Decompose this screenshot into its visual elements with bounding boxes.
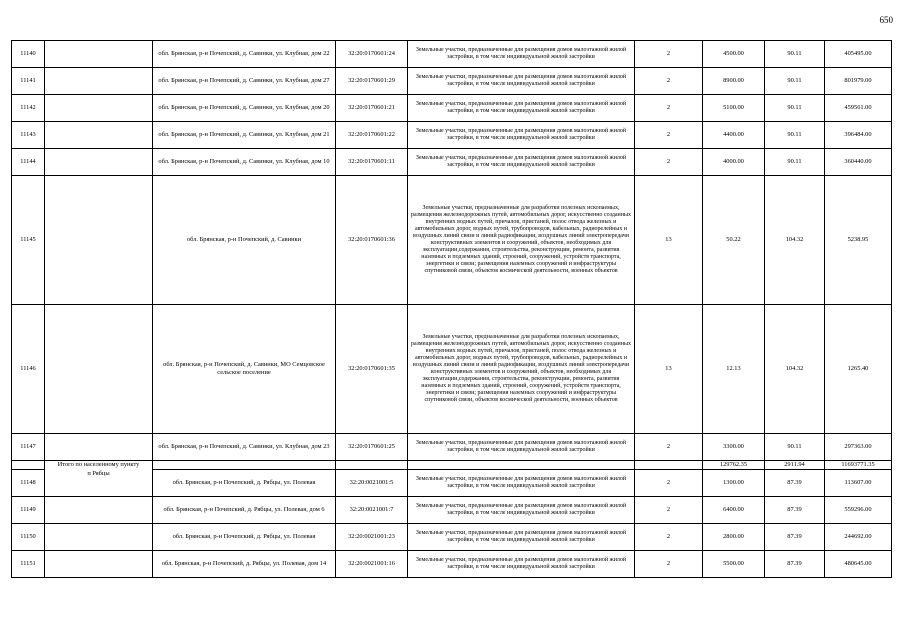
usage-group-cell: 2 bbox=[635, 95, 703, 122]
usage-group-cell: 2 bbox=[635, 122, 703, 149]
cadastral-value-table bbox=[11, 40, 892, 578]
land-usage-cell: Земельные участки, предназначенные для разработки полезных ископаемых, размещения железнодорожных путей, автомобильных дорог, искусственно созданных внутренних водных путей, причалов, пристаней, полос отвода железных и автомобильных дорог, водных путей, трубопроводов, кабельных, радиорелейных и воздушных линий связи и линий радиофикации, воздушных линий электропередачи конструктивных элементов и сооружений, объектов, необходимых для эксплуатации,содержания, строительства, реконструкции, ремонта, развития наземных и подземных зданий, строений, сооружений, устройств транспорта, энергетики и связи; размещения наземных сооружений и инфраструктуры спутниковой связи, объектов космической деятельности, военных объектов bbox=[408, 176, 635, 305]
specific-value-cell: 90.11 bbox=[765, 41, 825, 68]
cadastral-number-cell: 32:20:0170601:35 bbox=[336, 305, 408, 434]
settlement-cell bbox=[45, 149, 153, 176]
cadastral-number-cell: 32:20:0170601:11 bbox=[336, 149, 408, 176]
row-number-cell: 11151 bbox=[12, 550, 45, 577]
area-cell: 8900.00 bbox=[703, 68, 765, 95]
land-usage-cell: Земельные участки, предназначенные для размещения домов малоэтажной жилой застройки, в том числе индивидуальной жилой застройки bbox=[408, 122, 635, 149]
table-row bbox=[12, 523, 892, 550]
row-number-cell: 11141 bbox=[12, 68, 45, 95]
specific-value-cell: 90.11 bbox=[765, 68, 825, 95]
table-row bbox=[12, 305, 892, 434]
row-number-cell: 11144 bbox=[12, 149, 45, 176]
area-cell: 6400.00 bbox=[703, 496, 765, 523]
cadastral-number-cell: 32:20:0170601:25 bbox=[336, 434, 408, 461]
area-cell: 4000.00 bbox=[703, 149, 765, 176]
specific-value-cell: 87.39 bbox=[765, 496, 825, 523]
specific-value-cell: 104.32 bbox=[765, 176, 825, 305]
land-usage-cell: Земельные участки, предназначенные для размещения домов малоэтажной жилой застройки, в том числе индивидуальной жилой застройки bbox=[408, 523, 635, 550]
cadastral-value-cell: 396484.00 bbox=[825, 122, 892, 149]
total-row bbox=[12, 461, 892, 470]
table-body bbox=[12, 41, 892, 578]
address-cell: обл. Брянская, р-н Почепский, д. Савинки, ул. Клубная, дом 21 bbox=[153, 122, 336, 149]
cadastral-value-cell: 113607.00 bbox=[825, 469, 892, 496]
cadastral-value-cell: 801979.00 bbox=[825, 68, 892, 95]
address-cell: обл. Брянская, р-н Почепский, д. Савинки, ул. Клубная, дом 10 bbox=[153, 149, 336, 176]
land-usage-cell: Земельные участки, предназначенные для размещения домов малоэтажной жилой застройки, в том числе индивидуальной жилой застройки bbox=[408, 95, 635, 122]
land-usage-cell: Земельные участки, предназначенные для размещения домов малоэтажной жилой застройки, в том числе индивидуальной жилой застройки bbox=[408, 469, 635, 496]
total-address-cell bbox=[153, 461, 336, 470]
table-row bbox=[12, 176, 892, 305]
cadastral-value-cell: 1265.40 bbox=[825, 305, 892, 434]
settlement-cell: п Рябцы bbox=[45, 469, 153, 496]
row-number-cell: 11142 bbox=[12, 95, 45, 122]
land-usage-cell: Земельные участки, предназначенные для размещения домов малоэтажной жилой застройки, в том числе индивидуальной жилой застройки bbox=[408, 68, 635, 95]
area-cell: 4500.00 bbox=[703, 41, 765, 68]
cadastral-value-cell: 5238.95 bbox=[825, 176, 892, 305]
total-rate-cell: 2911.94 bbox=[765, 461, 825, 470]
table-row bbox=[12, 68, 892, 95]
area-cell: 12.13 bbox=[703, 305, 765, 434]
cadastral-number-cell: 32:20:0170601:36 bbox=[336, 176, 408, 305]
cadastral-number-cell: 32:20:0170601:24 bbox=[336, 41, 408, 68]
table-row bbox=[12, 122, 892, 149]
address-cell: обл. Брянская, р-н Почепский, д. Рябцы, ул. Полевая, дом 6 bbox=[153, 496, 336, 523]
cadastral-value-cell: 297363.00 bbox=[825, 434, 892, 461]
specific-value-cell: 104.32 bbox=[765, 305, 825, 434]
total-number-cell bbox=[12, 461, 45, 470]
row-number-cell: 11150 bbox=[12, 523, 45, 550]
cadastral-value-cell: 459561.00 bbox=[825, 95, 892, 122]
cadastral-value-cell: 360440.00 bbox=[825, 149, 892, 176]
address-cell: обл. Брянская, р-н Почепский, д. Савинки, ул. Клубная, дом 27 bbox=[153, 68, 336, 95]
address-cell: обл. Брянская, р-н Почепский, д. Рябцы, ул. Полевая, дом 14 bbox=[153, 550, 336, 577]
specific-value-cell: 87.39 bbox=[765, 550, 825, 577]
cadastral-value-cell: 480645.00 bbox=[825, 550, 892, 577]
usage-group-cell: 2 bbox=[635, 523, 703, 550]
table-row bbox=[12, 469, 892, 496]
address-cell: обл. Брянская, р-н Почепский, д. Савинки bbox=[153, 176, 336, 305]
cadastral-value-cell: 244692.00 bbox=[825, 523, 892, 550]
land-usage-cell: Земельные участки, предназначенные для размещения домов малоэтажной жилой застройки, в том числе индивидуальной жилой застройки bbox=[408, 550, 635, 577]
area-cell: 5500.00 bbox=[703, 550, 765, 577]
table-row bbox=[12, 434, 892, 461]
table-row bbox=[12, 149, 892, 176]
table-row bbox=[12, 41, 892, 68]
specific-value-cell: 90.11 bbox=[765, 95, 825, 122]
usage-group-cell: 13 bbox=[635, 305, 703, 434]
settlement-cell bbox=[45, 122, 153, 149]
settlement-cell bbox=[45, 176, 153, 305]
land-usage-cell: Земельные участки, предназначенные для размещения домов малоэтажной жилой застройки, в том числе индивидуальной жилой застройки bbox=[408, 149, 635, 176]
area-cell: 50.22 bbox=[703, 176, 765, 305]
table-row bbox=[12, 550, 892, 577]
specific-value-cell: 87.39 bbox=[765, 523, 825, 550]
cadastral-number-cell: 32:20:0170601:22 bbox=[336, 122, 408, 149]
settlement-cell bbox=[45, 41, 153, 68]
cadastral-number-cell: 32:20:0170601:21 bbox=[336, 95, 408, 122]
row-number-cell: 11147 bbox=[12, 434, 45, 461]
usage-group-cell: 2 bbox=[635, 434, 703, 461]
specific-value-cell: 90.11 bbox=[765, 149, 825, 176]
address-cell: обл. Брянская, р-н Почепский, д. Савинки, ул. Клубная, дом 20 bbox=[153, 95, 336, 122]
address-cell: обл. Брянская, р-н Почепский, д. Рябцы, ул. Полевая bbox=[153, 523, 336, 550]
total-label-cell: Итого по населенному пункту bbox=[45, 461, 153, 470]
total-group-cell bbox=[635, 461, 703, 470]
land-usage-cell: Земельные участки, предназначенные для размещения домов малоэтажной жилой застройки, в том числе индивидуальной жилой застройки bbox=[408, 434, 635, 461]
total-value-cell: 11693771.35 bbox=[825, 461, 892, 470]
row-number-cell: 11149 bbox=[12, 496, 45, 523]
row-number-cell: 11145 bbox=[12, 176, 45, 305]
cadastral-number-cell: 32:20:0170601:29 bbox=[336, 68, 408, 95]
settlement-cell bbox=[45, 68, 153, 95]
usage-group-cell: 2 bbox=[635, 41, 703, 68]
settlement-cell bbox=[45, 434, 153, 461]
specific-value-cell: 90.11 bbox=[765, 122, 825, 149]
table-row bbox=[12, 496, 892, 523]
usage-group-cell: 2 bbox=[635, 68, 703, 95]
area-cell: 1300.00 bbox=[703, 469, 765, 496]
cadastral-number-cell: 32:20:0021001:23 bbox=[336, 523, 408, 550]
cadastral-number-cell: 32:20:0021001:7 bbox=[336, 496, 408, 523]
address-cell: обл. Брянская, р-н Почепский, д. Савинки, МО Семцовское сельское поселение bbox=[153, 305, 336, 434]
cadastral-value-cell: 559296.00 bbox=[825, 496, 892, 523]
page-number: 650 bbox=[879, 15, 893, 25]
total-usage-cell bbox=[408, 461, 635, 470]
settlement-cell bbox=[45, 550, 153, 577]
row-number-cell: 11146 bbox=[12, 305, 45, 434]
cadastral-value-cell: 405495.00 bbox=[825, 41, 892, 68]
address-cell: обл. Брянская, р-н Почепский, д. Рябцы, ул. Полевая bbox=[153, 469, 336, 496]
row-number-cell: 11140 bbox=[12, 41, 45, 68]
settlement-cell bbox=[45, 95, 153, 122]
address-cell: обл. Брянская, р-н Почепский, д. Савинки, ул. Клубная, дом 22 bbox=[153, 41, 336, 68]
settlement-cell bbox=[45, 523, 153, 550]
settlement-cell bbox=[45, 305, 153, 434]
cadastral-number-cell: 32:20:0021001:5 bbox=[336, 469, 408, 496]
area-cell: 5100.00 bbox=[703, 95, 765, 122]
usage-group-cell: 13 bbox=[635, 176, 703, 305]
total-area-cell: 129762.35 bbox=[703, 461, 765, 470]
table-row bbox=[12, 95, 892, 122]
specific-value-cell: 90.11 bbox=[765, 434, 825, 461]
area-cell: 4400.00 bbox=[703, 122, 765, 149]
usage-group-cell: 2 bbox=[635, 149, 703, 176]
total-cadastral-cell bbox=[336, 461, 408, 470]
usage-group-cell: 2 bbox=[635, 469, 703, 496]
cadastral-number-cell: 32:20:0021001:16 bbox=[336, 550, 408, 577]
address-cell: обл. Брянская, р-н Почепский, д. Савинки, ул. Клубная, дом 23 bbox=[153, 434, 336, 461]
area-cell: 2800.00 bbox=[703, 523, 765, 550]
usage-group-cell: 2 bbox=[635, 550, 703, 577]
area-cell: 3300.00 bbox=[703, 434, 765, 461]
row-number-cell: 11143 bbox=[12, 122, 45, 149]
row-number-cell: 11148 bbox=[12, 469, 45, 496]
land-usage-cell: Земельные участки, предназначенные для размещения домов малоэтажной жилой застройки, в том числе индивидуальной жилой застройки bbox=[408, 496, 635, 523]
land-usage-cell: Земельные участки, предназначенные для разработки полезных ископаемых, размещения железнодорожных путей, автомобильных дорог, искусственно созданных внутренних водных путей, причалов, пристаней, полос отвода железных и автомобильных дорог, водных путей, трубопроводов, кабельных, радиорелейных и воздушных линий связи и линий радиофикации, воздушных линий электропередачи конструктивных элементов и сооружений, объектов, необходимых для эксплуатации,содержания, строительства, реконструкции, ремонта, развития наземных и подземных зданий, строений, сооружений, устройств транспорта, энергетики и связи; размещения наземных сооружений и инфраструктуры спутниковой связи, объектов космической деятельности, военных объектов bbox=[408, 305, 635, 434]
settlement-cell bbox=[45, 496, 153, 523]
specific-value-cell: 87.39 bbox=[765, 469, 825, 496]
usage-group-cell: 2 bbox=[635, 496, 703, 523]
land-usage-cell: Земельные участки, предназначенные для размещения домов малоэтажной жилой застройки, в том числе индивидуальной жилой застройки bbox=[408, 41, 635, 68]
